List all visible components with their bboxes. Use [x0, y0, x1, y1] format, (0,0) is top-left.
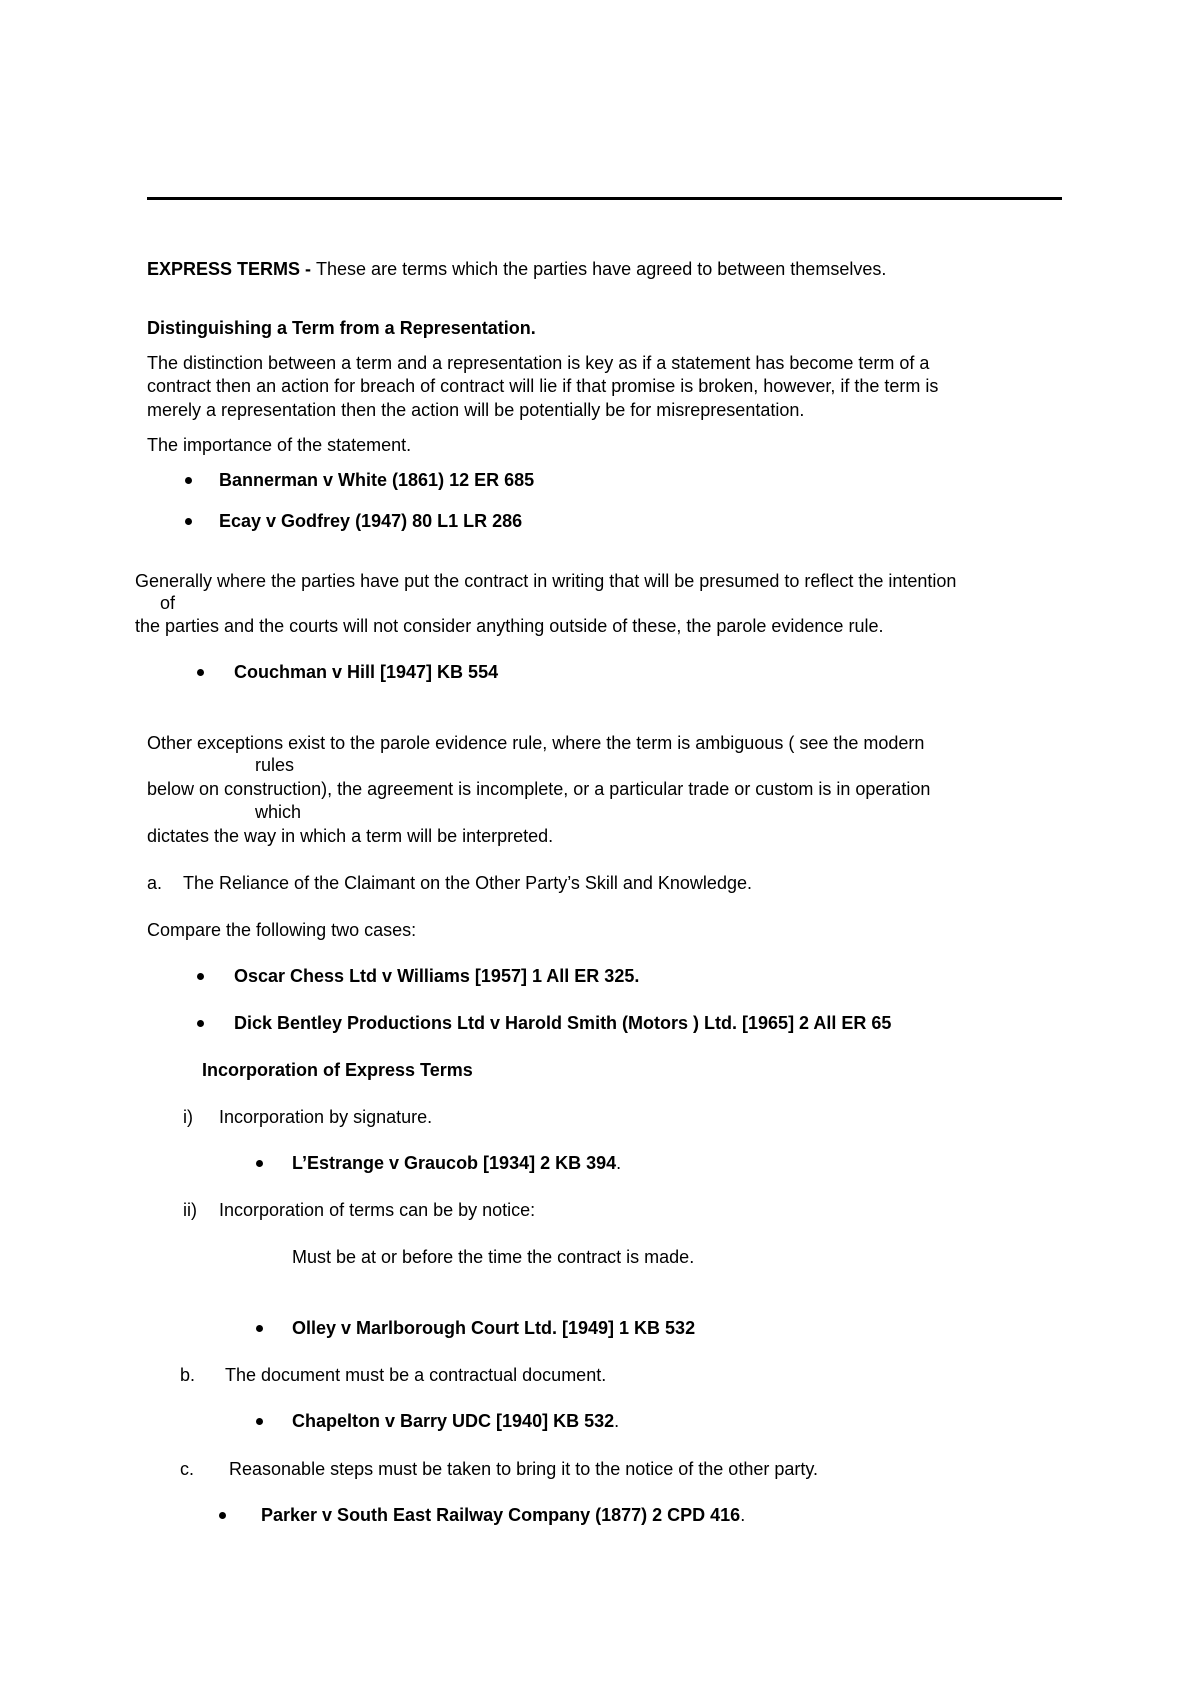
exceptions-line-1: Other exceptions exist to the parole evidence rule, where the term is ambiguous ( see the modern: [147, 733, 925, 753]
distinguishing-line-2: contract then an action for breach of contract will lie if that promise is broken, however, if the term is: [147, 376, 939, 396]
case-lestrange: L’Estrange v Graucob [1934] 2 KB 394: [292, 1153, 617, 1173]
case-lestrange-line: [292, 1152, 621, 1175]
exceptions-line-2-wrap: which: [255, 802, 302, 822]
case-olley: Olley v Marlborough Court Ltd. [1949] 1 KB 532: [292, 1318, 696, 1338]
bullet-icon: [197, 973, 204, 980]
parole-line-2: the parties and the courts will not consider anything outside of these, the parole evidence rule.: [135, 616, 884, 636]
bullet-icon: [256, 1160, 263, 1167]
express-terms-heading: EXPRESS TERMS -: [147, 259, 317, 279]
case-bannerman: Bannerman v White (1861) 12 ER 685: [219, 470, 535, 490]
exceptions-line-3: dictates the way in which a term will be interpreted.: [147, 826, 554, 846]
incorporation-heading: Incorporation of Express Terms: [202, 1060, 473, 1080]
bullet-icon: [197, 1020, 204, 1027]
bullet-icon: [185, 477, 192, 484]
distinguishing-heading: Distinguishing a Term from a Representation.: [147, 318, 536, 338]
bullet-icon: [219, 1512, 226, 1519]
signature-text: Incorporation by signature.: [219, 1107, 433, 1127]
importance-text: The importance of the statement.: [147, 435, 412, 455]
case-oscar-chess: Oscar Chess Ltd v Williams [1957] 1 All ER 325.: [234, 966, 640, 986]
document-marker: b.: [180, 1365, 196, 1385]
bullet-icon: [256, 1418, 263, 1425]
case-chapelton-line: [292, 1410, 619, 1433]
notice-text: Incorporation of terms can be by notice:: [219, 1200, 536, 1220]
parole-line-1: Generally where the parties have put the contract in writing that will be presumed to reflect the intention: [135, 571, 957, 591]
reliance-marker: a.: [147, 873, 163, 893]
signature-marker: i): [183, 1107, 193, 1127]
exceptions-line-2: below on construction), the agreement is incomplete, or a particular trade or custom is in operation: [147, 779, 931, 799]
bullet-icon: [197, 669, 204, 676]
express-terms-line: [147, 258, 886, 281]
distinguishing-line-1: The distinction between a term and a representation is key as if a statement has become term of a: [147, 353, 930, 373]
case-dick-bentley: Dick Bentley Productions Ltd v Harold Smith (Motors ) Ltd. [1965] 2 All ER 65: [234, 1013, 892, 1033]
case-chapelton: Chapelton v Barry UDC [1940] KB 532: [292, 1411, 615, 1431]
notice-note: Must be at or before the time the contract is made.: [292, 1247, 695, 1267]
case-parker: Parker v South East Railway Company (1877) 2 CPD 416: [261, 1505, 741, 1525]
bullet-icon: [256, 1325, 263, 1332]
case-couchman: Couchman v Hill [1947] KB 554: [234, 662, 499, 682]
notice-marker: ii): [183, 1200, 197, 1220]
bullet-icon: [185, 518, 192, 525]
express-terms-definition: These are terms which the parties have agreed to between themselves.: [316, 259, 887, 279]
distinguishing-line-3: merely a representation then the action will be potentially be for misrepresentation.: [147, 400, 805, 420]
header-rule: [147, 197, 1062, 200]
case-ecay: Ecay v Godfrey (1947) 80 L1 LR 286: [219, 511, 523, 531]
compare-text: Compare the following two cases:: [147, 920, 417, 940]
case-parker-line: [261, 1504, 745, 1527]
reliance-text: The Reliance of the Claimant on the Other Party’s Skill and Knowledge.: [183, 873, 752, 893]
reasonable-marker: c.: [180, 1459, 195, 1479]
document-text: The document must be a contractual document.: [225, 1365, 607, 1385]
reasonable-text: Reasonable steps must be taken to bring it to the notice of the other party.: [229, 1459, 819, 1479]
case-parker-suffix: .: [740, 1505, 746, 1525]
exceptions-line-1-wrap: rules: [255, 755, 295, 775]
case-chapelton-suffix: .: [614, 1411, 620, 1431]
parole-line-1-wrap: of: [160, 593, 176, 613]
case-lestrange-suffix: .: [616, 1153, 622, 1173]
